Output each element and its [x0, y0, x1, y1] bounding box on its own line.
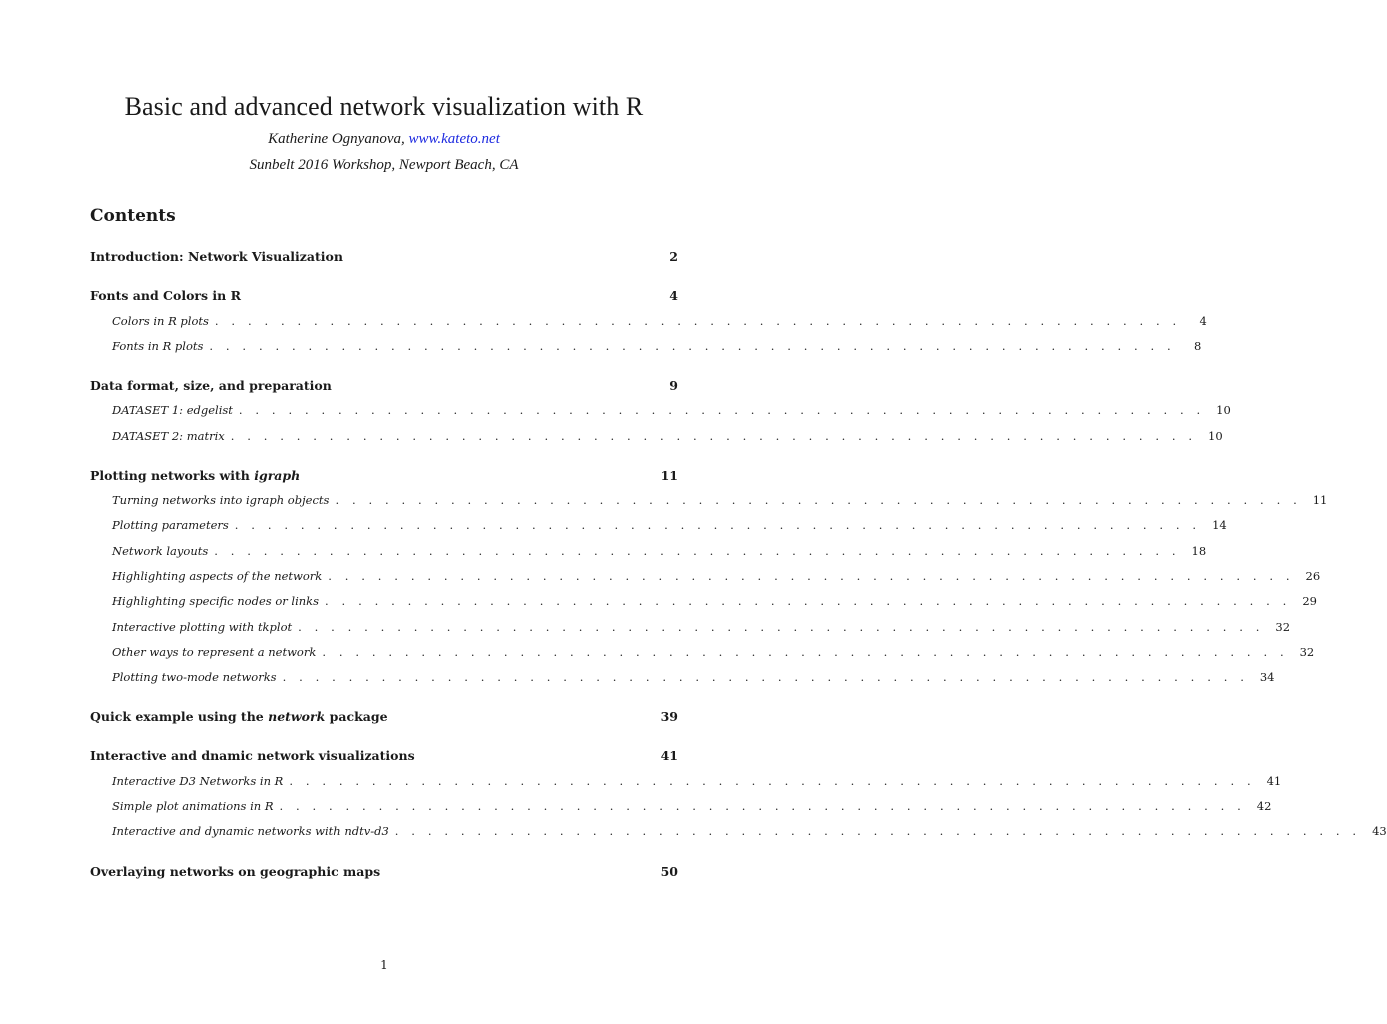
toc-subsection-label: Interactive plotting with tkplot: [112, 620, 293, 634]
toc-subsection-page: 43: [1372, 824, 1387, 838]
toc-subsection-page: 41: [1266, 774, 1282, 788]
toc-subsection-page: 10: [1216, 403, 1231, 417]
toc-section-page: 9: [669, 378, 678, 393]
toc-subsection-page: 26: [1305, 569, 1321, 583]
toc-subsection-two-mode[interactable]: [112, 670, 1275, 688]
toc-leader-dots: . . . . . . . . . . . . . . . . . . . . . . . . . . . . . . . . . . . . . . . . . . . . . . . . . . . . . . . . . . .: [238, 403, 1205, 417]
toc-subsection-highlighting-nodes[interactable]: [112, 594, 1317, 612]
toc-section-label-text: package: [325, 709, 388, 724]
toc-subsection-dataset-2[interactable]: [112, 429, 1223, 447]
toc-subsection-network-layouts[interactable]: [112, 544, 1207, 562]
toc-leader-dots: . . . . . . . . . . . . . . . . . . . . . . . . . . . . . . . . . . . . . . . . . . . . . . . . . . . . . . . . . . .: [282, 670, 1249, 684]
toc-subsection-label: Colors in R plots: [112, 314, 209, 328]
toc-subsection-colors-in-r-plots[interactable]: [112, 314, 1207, 332]
toc-subsection-label: Fonts in R plots: [112, 339, 204, 353]
toc-subsection-page: 42: [1256, 799, 1272, 813]
toc-subsection-label: Simple plot animations in R: [112, 799, 274, 813]
toc-subsection-page: 14: [1212, 518, 1227, 532]
toc-leader-dots: . . . . . . . . . . . . . . . . . . . . . . . . . . . . . . . . . . . . . . . . . . . . . . . . . . . . . . . . . . .: [279, 799, 1246, 813]
toc-section-page: 2: [669, 249, 678, 264]
toc-subsection-page: 34: [1259, 670, 1275, 684]
toc-section-introduction[interactable]: [90, 249, 678, 267]
toc-section-label-emphasis: igraph: [254, 468, 301, 483]
toc-subsection-label: DATASET 1: edgelist: [112, 403, 233, 417]
toc-leader-dots: . . . . . . . . . . . . . . . . . . . . . . . . . . . . . . . . . . . . . . . . . . . . . . . . . . . . . . . . . . .: [230, 429, 1197, 443]
toc-section-label-text: Plotting networks with: [90, 468, 255, 483]
toc-leader-dots: . . . . . . . . . . . . . . . . . . . . . . . . . . . . . . . . . . . . . . . . . . . . . . . . . . . . . . . . . . .: [298, 620, 1265, 634]
toc-section-geographic-maps[interactable]: [90, 864, 678, 882]
toc-section-page: 39: [660, 709, 678, 724]
toc-section-label: [90, 468, 300, 483]
toc-section-label: [90, 709, 388, 724]
toc-section-page: 50: [660, 864, 678, 879]
toc-subsection-other-ways[interactable]: [112, 645, 1315, 663]
toc-section-interactive-dynamic[interactable]: [90, 748, 678, 766]
toc-section-label-emphasis: network: [268, 709, 326, 724]
toc-leader-dots: . . . . . . . . . . . . . . . . . . . . . . . . . . . . . . . . . . . . . . . . . . . . . . . . . . . . . . . . . . .: [322, 645, 1289, 659]
toc-subsection-page: 32: [1275, 620, 1291, 634]
contents-heading: Contents: [90, 206, 176, 226]
toc-subsection-label: Other ways to represent a network: [112, 645, 317, 659]
toc-section-label: Overlaying networks on geographic maps: [90, 864, 381, 879]
author-website-link[interactable]: www.kateto.net: [408, 131, 500, 147]
toc-subsection-label: Interactive and dynamic networks with ndtv-d3: [112, 824, 389, 838]
toc-subsection-igraph-objects[interactable]: [112, 493, 1328, 511]
toc-section-label: Data format, size, and preparation: [90, 378, 332, 393]
author-line: [0, 131, 768, 148]
toc-subsection-fonts-in-r-plots[interactable]: [112, 339, 1202, 357]
toc-section-plotting-igraph[interactable]: [90, 468, 678, 486]
toc-subsection-label: Plotting parameters: [112, 518, 229, 532]
toc-section-label-text: Quick example using the: [90, 709, 269, 724]
toc-subsection-label: Turning networks into igraph objects: [112, 493, 330, 507]
toc-leader-dots: . . . . . . . . . . . . . . . . . . . . . . . . . . . . . . . . . . . . . . . . . . . . . . . . . . . . . . . . . . .: [394, 824, 1361, 838]
toc-subsection-highlighting-aspects[interactable]: [112, 569, 1321, 587]
toc-section-data-format[interactable]: [90, 378, 678, 396]
toc-section-label: Interactive and dnamic network visualizations: [90, 748, 415, 763]
toc-subsection-page: 8: [1193, 339, 1202, 353]
page-number: 1: [380, 958, 388, 972]
toc-subsection-page: 10: [1208, 429, 1223, 443]
toc-subsection-ndtv-d3[interactable]: [112, 824, 1387, 842]
toc-subsection-label: Highlighting specific nodes or links: [112, 594, 320, 608]
venue-line: Sunbelt 2016 Workshop, Newport Beach, CA: [249, 157, 519, 173]
toc-leader-dots: . . . . . . . . . . . . . . . . . . . . . . . . . . . . . . . . . . . . . . . . . . . . . . . . . . . . . . . . . . .: [234, 518, 1201, 532]
toc-subsection-label: Network layouts: [112, 544, 209, 558]
document-title: Basic and advanced network visualization with R: [124, 92, 644, 121]
toc-leader-dots: . . . . . . . . . . . . . . . . . . . . . . . . . . . . . . . . . . . . . . . . . . . . . . . . . . . . . . . . . . .: [214, 314, 1181, 328]
toc-subsection-label: Interactive D3 Networks in R: [112, 774, 284, 788]
toc-subsection-dataset-1[interactable]: [112, 403, 1231, 421]
toc-leader-dots: . . . . . . . . . . . . . . . . . . . . . . . . . . . . . . . . . . . . . . . . . . . . . . . . . . . . . . . . . . .: [209, 339, 1176, 353]
toc-section-label: Fonts and Colors in R: [90, 288, 241, 303]
toc-subsection-page: 29: [1302, 594, 1317, 608]
toc-leader-dots: . . . . . . . . . . . . . . . . . . . . . . . . . . . . . . . . . . . . . . . . . . . . . . . . . . . . . . . . . . .: [335, 493, 1302, 507]
toc-leader-dots: . . . . . . . . . . . . . . . . . . . . . . . . . . . . . . . . . . . . . . . . . . . . . . . . . . . . . . . . . . .: [289, 774, 1256, 788]
toc-section-network-package[interactable]: [90, 709, 678, 727]
toc-leader-dots: . . . . . . . . . . . . . . . . . . . . . . . . . . . . . . . . . . . . . . . . . . . . . . . . . . . . . . . . . . .: [325, 594, 1291, 608]
toc-subsection-plotting-parameters[interactable]: [112, 518, 1227, 536]
author-name: Katherine Ognyanova,: [268, 131, 409, 147]
toc-subsection-page: 11: [1312, 493, 1328, 507]
toc-leader-dots: . . . . . . . . . . . . . . . . . . . . . . . . . . . . . . . . . . . . . . . . . . . . . . . . . . . . . . . . . . .: [328, 569, 1295, 583]
toc-subsection-page: 4: [1199, 314, 1207, 328]
toc-section-page: 11: [660, 468, 678, 483]
toc-section-page: 41: [660, 748, 678, 763]
toc-subsection-page: 18: [1191, 544, 1207, 558]
toc-section-fonts-colors[interactable]: [90, 288, 678, 306]
toc-subsection-d3-networks[interactable]: [112, 774, 1282, 792]
toc-section-page: 4: [669, 288, 678, 303]
toc-subsection-tkplot[interactable]: [112, 620, 1291, 638]
toc-subsection-plot-animations[interactable]: [112, 799, 1272, 817]
toc-section-label: Introduction: Network Visualization: [90, 249, 343, 264]
toc-leader-dots: . . . . . . . . . . . . . . . . . . . . . . . . . . . . . . . . . . . . . . . . . . . . . . . . . . . . . . . . . . .: [214, 544, 1181, 558]
toc-subsection-label: DATASET 2: matrix: [112, 429, 225, 443]
toc-subsection-page: 32: [1299, 645, 1315, 659]
toc-subsection-label: Plotting two-mode networks: [112, 670, 277, 684]
toc-subsection-label: Highlighting aspects of the network: [112, 569, 323, 583]
